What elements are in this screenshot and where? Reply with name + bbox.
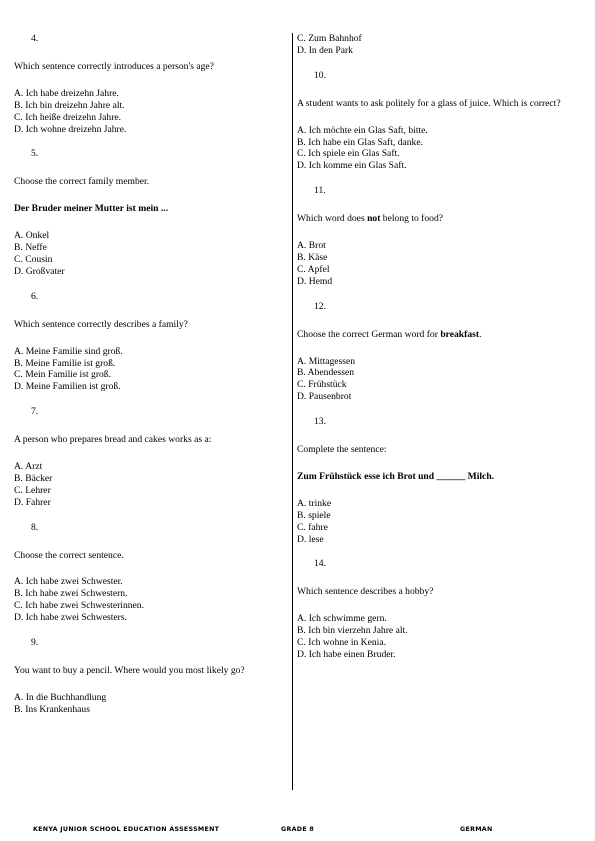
option-a: A. trinke bbox=[297, 497, 332, 509]
question-text-emphasis: not bbox=[367, 213, 381, 225]
question-number: 5. bbox=[31, 148, 39, 160]
question-text: You want to buy a pencil. Where would you most likely go? bbox=[14, 665, 245, 676]
option-a: A. Arzt bbox=[14, 461, 43, 473]
option-b: B. Neffe bbox=[14, 242, 47, 254]
option-b: B. Ich bin vierzehn Jahre alt. bbox=[297, 625, 408, 637]
option-c: C. Mein Familie ist groß. bbox=[14, 369, 112, 381]
question-text: Complete the sentence: bbox=[297, 444, 387, 456]
option-c: C. Apfel bbox=[297, 263, 330, 275]
option-d: D. Meine Familien ist groß. bbox=[14, 381, 121, 393]
option-d: D. Ich wohne dreizehn Jahre. bbox=[14, 123, 127, 135]
options-list bbox=[14, 692, 286, 716]
option-b: B. Käse bbox=[297, 251, 328, 263]
right-column bbox=[297, 33, 582, 674]
option-c: C. Ich habe zwei Schwesterinnen. bbox=[14, 600, 145, 612]
options-list bbox=[14, 576, 286, 624]
option-d: D. Hemd bbox=[297, 275, 333, 287]
option-a: A. Mittagessen bbox=[297, 355, 356, 367]
option-b: B. Abendessen bbox=[297, 367, 355, 379]
question-text: A person who prepares bread and cakes works as a: bbox=[14, 434, 212, 446]
question-10 bbox=[297, 70, 582, 172]
option-a: A. Ich habe dreizehn Jahre. bbox=[14, 87, 119, 99]
question-number: 11. bbox=[314, 185, 326, 197]
question-11 bbox=[297, 185, 582, 287]
option-c: C. fahre bbox=[297, 521, 328, 533]
option-d: D. Großvater bbox=[14, 265, 65, 277]
options-list bbox=[297, 498, 582, 546]
options-list-continued bbox=[297, 33, 582, 57]
question-text: Which sentence describes a hobby? bbox=[297, 586, 434, 598]
option-a: A. Meine Familie sind groß. bbox=[14, 345, 123, 357]
option-b: B. spiele bbox=[297, 509, 331, 521]
left-column bbox=[14, 33, 286, 729]
question-text-after: belong to food? bbox=[380, 213, 444, 225]
question-5 bbox=[14, 148, 286, 277]
question-number: 14. bbox=[314, 558, 326, 570]
question-text-emphasis: breakfast bbox=[440, 328, 480, 340]
option-d: D. Ich habe zwei Schwesters. bbox=[14, 612, 127, 624]
option-d: D. lese bbox=[297, 533, 324, 545]
question-13 bbox=[297, 416, 582, 545]
question-number: 12. bbox=[314, 300, 326, 312]
options-list bbox=[14, 88, 286, 136]
options-list bbox=[297, 613, 582, 661]
question-text-before: Choose the correct German word for bbox=[297, 328, 441, 340]
options-list bbox=[297, 356, 582, 404]
option-a: A. Ich möchte ein Glas Saft, bitte. bbox=[297, 124, 428, 136]
options-list bbox=[14, 346, 286, 394]
question-number: 10. bbox=[314, 69, 326, 81]
question-8 bbox=[14, 522, 286, 624]
column-divider bbox=[292, 33, 293, 790]
question-12 bbox=[297, 301, 582, 403]
question-text-before: Which word does bbox=[297, 213, 368, 225]
option-a: A. Onkel bbox=[14, 230, 50, 242]
question-number: 8. bbox=[31, 521, 39, 533]
option-a: A. Brot bbox=[297, 240, 326, 252]
option-b: B. Meine Familie ist groß. bbox=[14, 357, 116, 369]
option-d: D. Ich komme ein Glas Saft. bbox=[297, 160, 407, 172]
question-number: 4. bbox=[31, 33, 39, 44]
option-d: D. Fahrer bbox=[14, 496, 51, 508]
question-number: 7. bbox=[31, 406, 39, 418]
option-c: C. Cousin bbox=[14, 253, 53, 265]
footer-grade: GRADE 8 bbox=[281, 826, 315, 833]
option-b: B. Ich habe ein Glas Saft, danke. bbox=[297, 136, 424, 148]
question-9 bbox=[14, 637, 286, 716]
option-c: C. Zum Bahnhof bbox=[297, 33, 362, 44]
options-list bbox=[14, 461, 286, 509]
question-prompt-bold: Zum Frühstück esse ich Brot und ______ Milch. bbox=[297, 470, 495, 482]
options-list bbox=[297, 240, 582, 288]
option-b: B. Ich bin dreizehn Jahre alt. bbox=[14, 99, 125, 111]
question-4 bbox=[14, 33, 286, 135]
question-number: 13. bbox=[314, 416, 326, 428]
question-text bbox=[297, 329, 582, 341]
question-text: Choose the correct sentence. bbox=[14, 549, 124, 561]
option-b: B. Bäcker bbox=[14, 472, 53, 484]
option-b: B. Ins Krankenhaus bbox=[14, 703, 90, 715]
question-7 bbox=[14, 406, 286, 508]
option-c: C. Lehrer bbox=[14, 484, 51, 496]
question-prompt-bold: Der Bruder meiner Mutter ist mein ... bbox=[14, 203, 169, 215]
question-text: Which sentence correctly introduces a person's age? bbox=[14, 60, 214, 72]
question-6 bbox=[14, 291, 286, 393]
footer-school: KENYA JUNIOR SCHOOL EDUCATION ASSESSMENT bbox=[33, 826, 220, 833]
option-a: A. In die Buchhandlung bbox=[14, 691, 107, 703]
option-b: B. Ich habe zwei Schwestern. bbox=[14, 588, 128, 600]
option-d: D. Pausenbrot bbox=[297, 391, 352, 403]
options-list bbox=[297, 125, 582, 173]
question-text-after: . bbox=[479, 328, 482, 340]
question-text bbox=[297, 213, 582, 225]
question-number: 6. bbox=[31, 290, 39, 302]
question-text: A student wants to ask politely for a glass of juice. Which is correct? bbox=[297, 97, 561, 109]
question-text: Choose the correct family member. bbox=[14, 176, 150, 188]
option-c: C. Ich spiele ein Glas Saft. bbox=[297, 148, 400, 160]
question-14 bbox=[297, 558, 582, 660]
question-number: 9. bbox=[31, 637, 39, 649]
question-text: Which sentence correctly describes a family? bbox=[14, 318, 188, 330]
footer-subject: GERMAN bbox=[460, 826, 493, 833]
option-c: C. Ich wohne in Kenia. bbox=[297, 637, 386, 649]
option-c: C. Frühstück bbox=[297, 379, 347, 391]
option-a: A. Ich habe zwei Schwester. bbox=[14, 576, 123, 588]
option-a: A. Ich schwimme gern. bbox=[297, 613, 387, 625]
option-d: D. Ich habe einen Bruder. bbox=[297, 649, 396, 660]
option-c: C. Ich heiße dreizehn Jahre. bbox=[14, 111, 122, 123]
option-d: D. In den Park bbox=[297, 44, 353, 56]
options-list bbox=[14, 230, 286, 278]
